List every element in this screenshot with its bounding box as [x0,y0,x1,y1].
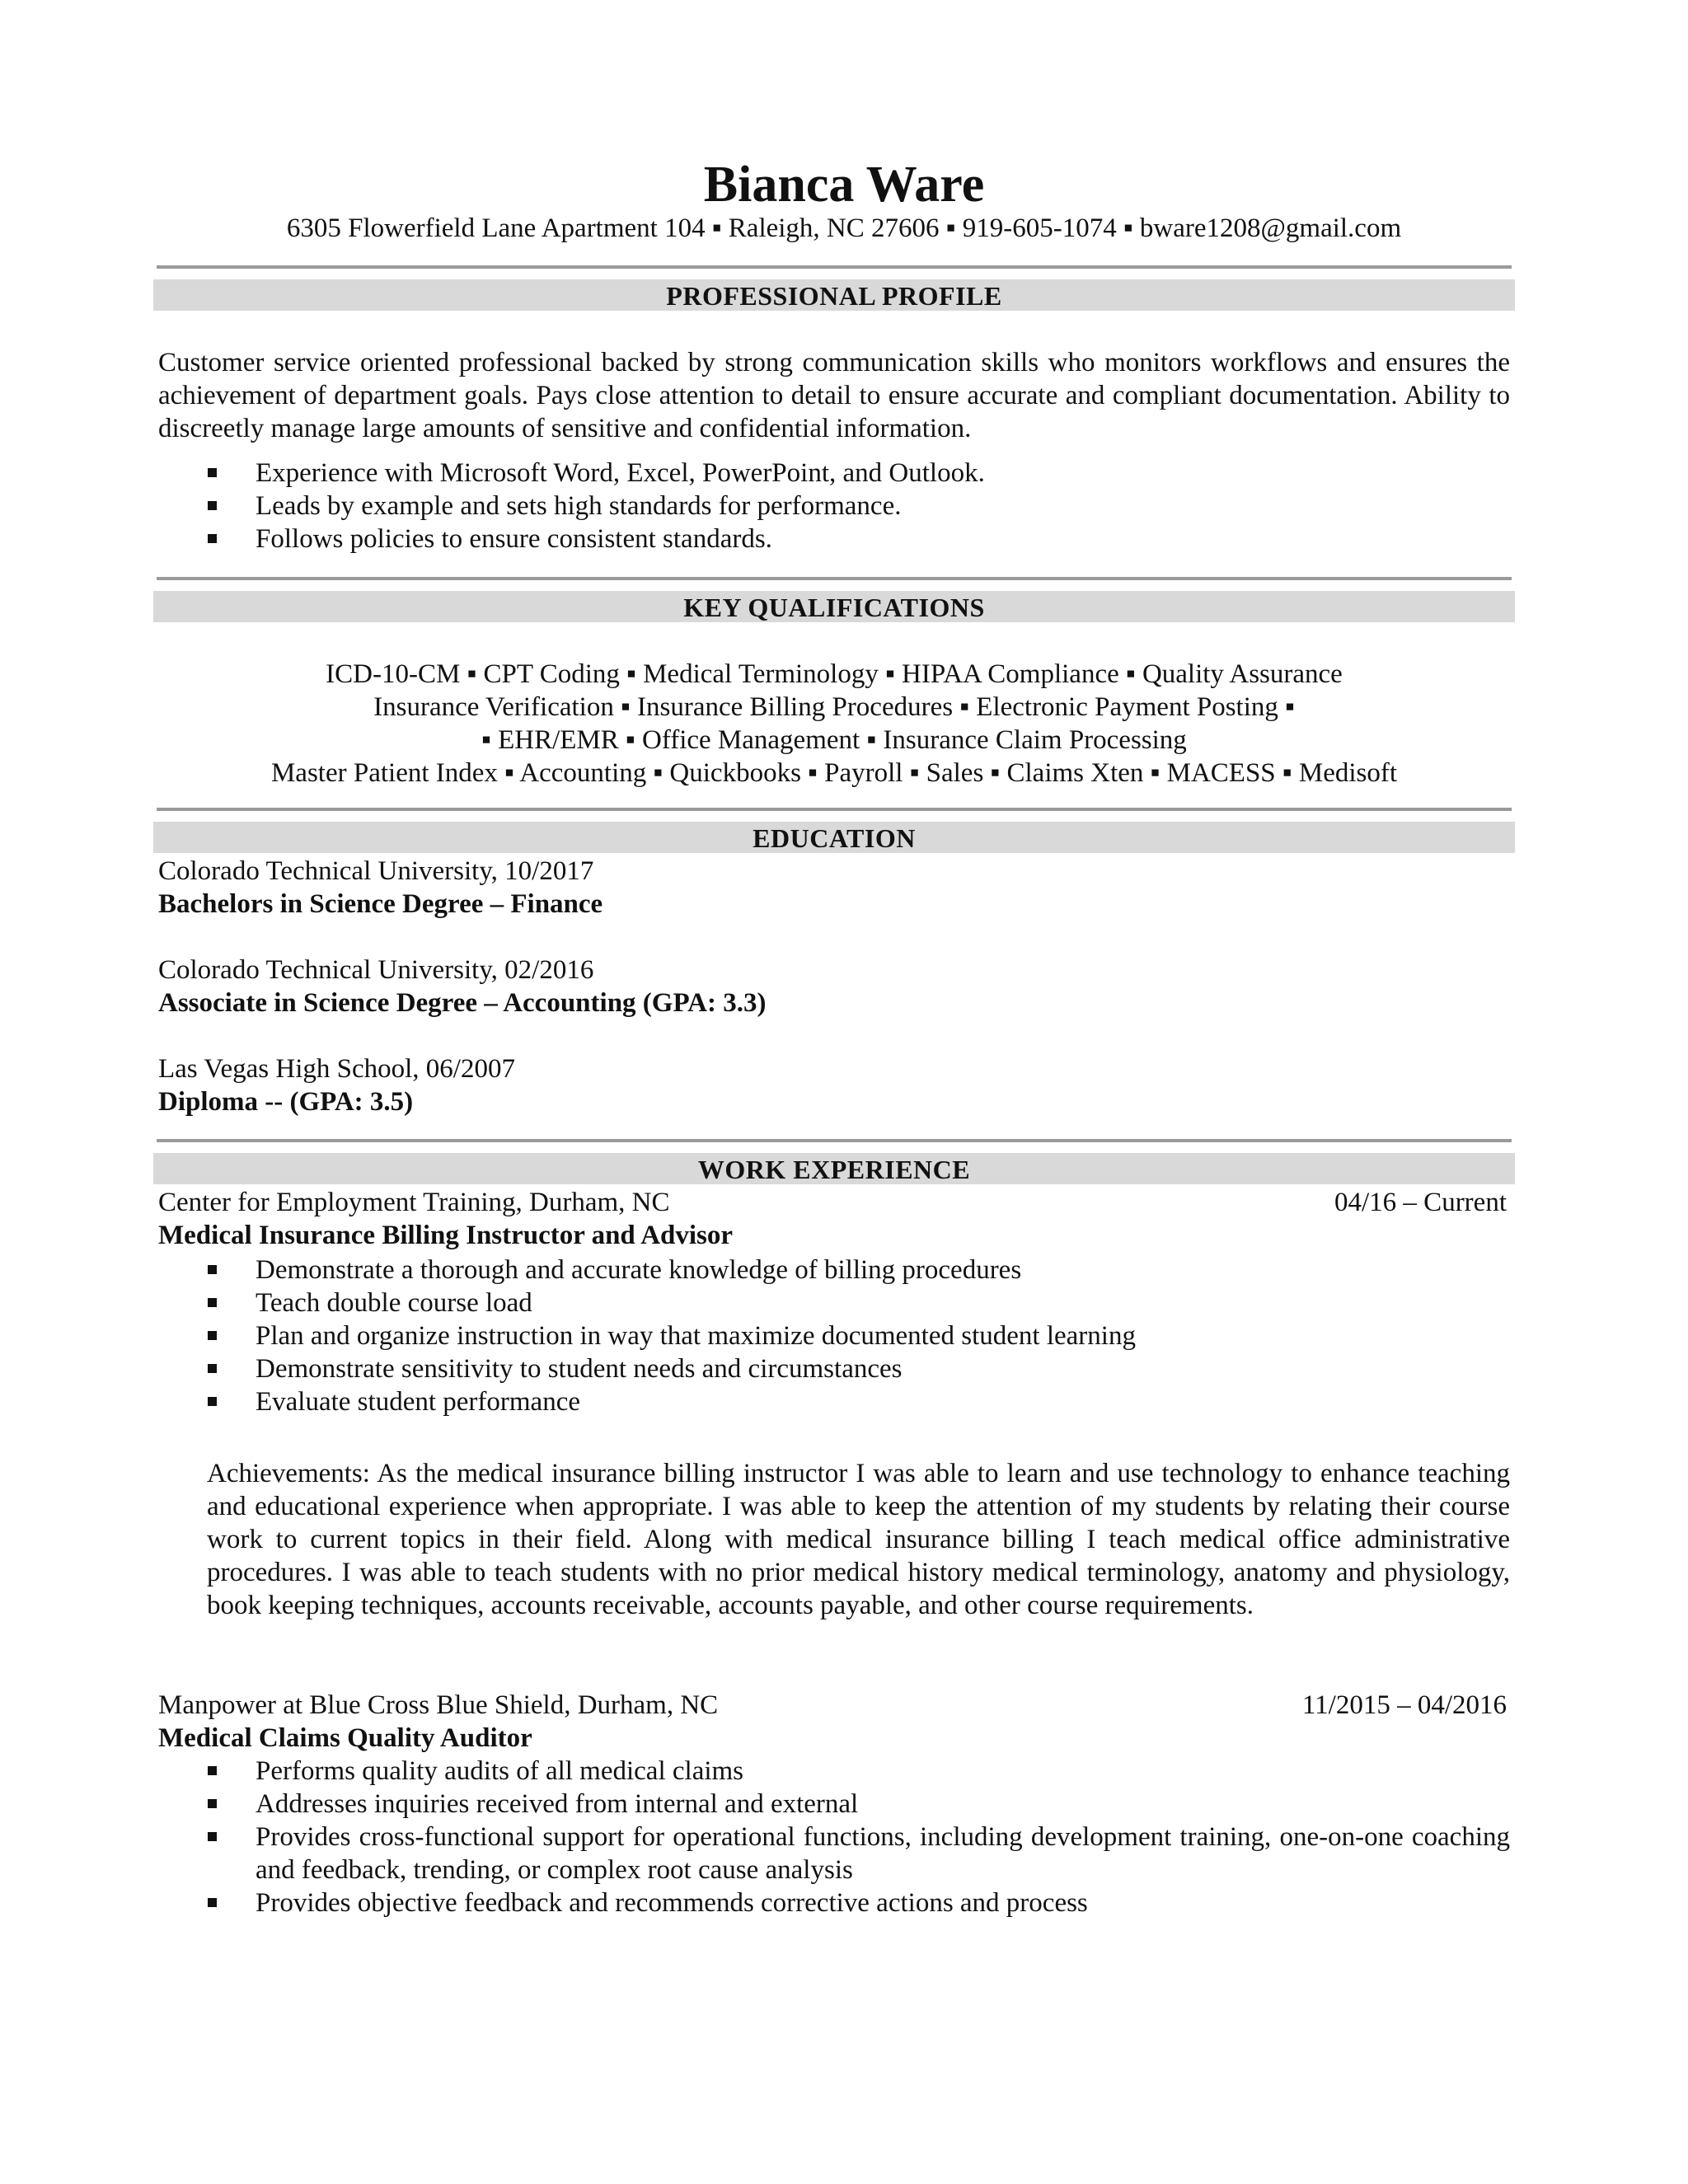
list-item: Demonstrate sensitivity to student needs and circumstances [158,1352,1510,1385]
job-employer: Center for Employment Training, Durham, NC [158,1188,670,1217]
bullet-marker [208,1331,217,1340]
education-degree: Diploma -- (GPA: 3.5) [158,1087,414,1117]
job-duties [158,1254,1510,1418]
section-heading-education: EDUCATION [153,822,1515,853]
list-item: Provides objective feedback and recommends corrective actions and process [158,1886,1510,1919]
bullet-marker [208,1298,217,1307]
education-school: Colorado Technical University, 10/2017 [158,856,594,886]
qualification-line: ICD-10-CM ▪ CPT Coding ▪ Medical Terminology ▪ HIPAA Compliance ▪ Quality Assurance [326,659,1343,689]
section-heading-qualifications: KEY QUALIFICATIONS [153,591,1515,622]
education-school: Colorado Technical University, 02/2016 [158,955,594,985]
section-heading-experience: WORK EXPERIENCE [153,1153,1515,1184]
bullet-marker [208,468,217,477]
section-heading-profile: PROFESSIONAL PROFILE [153,279,1515,311]
list-item: Provides cross-functional support for operational functions, including development training, one-on-one coaching and feedback, trending, or complex root cause analysis [158,1821,1510,1886]
list-item: Performs quality audits of all medical claims [158,1755,1510,1788]
education-degree: Associate in Science Degree – Accounting (GPA: 3.3) [158,988,767,1018]
job-title: Medical Claims Quality Auditor [158,1723,532,1753]
candidate-name: Bianca Ware [703,157,985,213]
contact-line: 6305 Flowerfield Lane Apartment 104 ▪ Raleigh, NC 27606 ▪ 919-605-1074 ▪ bware1208@gmail.com [286,213,1402,243]
bullet-marker [208,1265,217,1274]
list-item: Leads by example and sets high standards for performance. [158,490,1510,523]
bullet-marker [208,1364,217,1373]
qualification-line: ▪ EHR/EMR ▪ Office Management ▪ Insurance Claim Processing [481,725,1187,755]
education-school: Las Vegas High School, 06/2007 [158,1054,515,1084]
divider-rule [157,577,1512,580]
list-item: Demonstrate a thorough and accurate knowledge of billing procedures [158,1254,1510,1286]
job-title: Medical Insurance Billing Instructor and Advisor [158,1221,734,1250]
job-dates: 11/2015 – 04/2016 [1301,1690,1507,1720]
bullet-marker [208,1832,217,1841]
divider-rule [157,808,1512,811]
profile-bullets [158,457,1510,555]
job-employer: Manpower at Blue Cross Blue Shield, Durham, NC [158,1690,719,1720]
list-item: Addresses inquiries received from internal and external [158,1788,1510,1821]
list-item: Teach double course load [158,1286,1510,1319]
job-duties [158,1755,1510,1919]
qualification-line: Insurance Verification ▪ Insurance Billing Procedures ▪ Electronic Payment Posting ▪ [373,692,1295,722]
job-achievements: Achievements: As the medical insurance billing instructor I was able to learn and use technology to enhance teaching and educational experience when appropriate. I was able to keep the attention of my students by relating their course work to current topics in their field. Along with medical insurance billing I teach medical office administrative procedures. I was able to teach students with no prior medical history medical terminology, anatomy and physiology, book keeping techniques, accounts receivable, accounts payable, and other course requirements. [207,1459,1510,1620]
profile-summary: Customer service oriented professional backed by strong communication skills who monitors workflows and ensures the achievement of department goals. Pays close attention to detail to ensure accurate and compliant documentation. Ability to discreetly manage large amounts of sensitive and confidential information. [158,348,1510,443]
bullet-marker [208,501,217,510]
job-dates: 04/16 – Current [1334,1188,1507,1217]
list-item: Experience with Microsoft Word, Excel, PowerPoint, and Outlook. [158,457,1510,490]
list-item: Evaluate student performance [158,1385,1510,1418]
qualification-line: Master Patient Index ▪ Accounting ▪ Quickbooks ▪ Payroll ▪ Sales ▪ Claims Xten ▪ MACESS ▪ Medisoft [270,758,1398,788]
bullet-marker [208,1397,217,1406]
bullet-marker [208,534,217,543]
divider-rule [157,1139,1512,1142]
list-item: Plan and organize instruction in way that maximize documented student learning [158,1319,1510,1352]
list-item: Follows policies to ensure consistent standards. [158,523,1510,555]
divider-rule [157,265,1512,269]
education-degree: Bachelors in Science Degree – Finance [158,889,603,919]
bullet-marker [208,1898,217,1907]
bullet-marker [208,1799,217,1808]
bullet-marker [208,1766,217,1775]
